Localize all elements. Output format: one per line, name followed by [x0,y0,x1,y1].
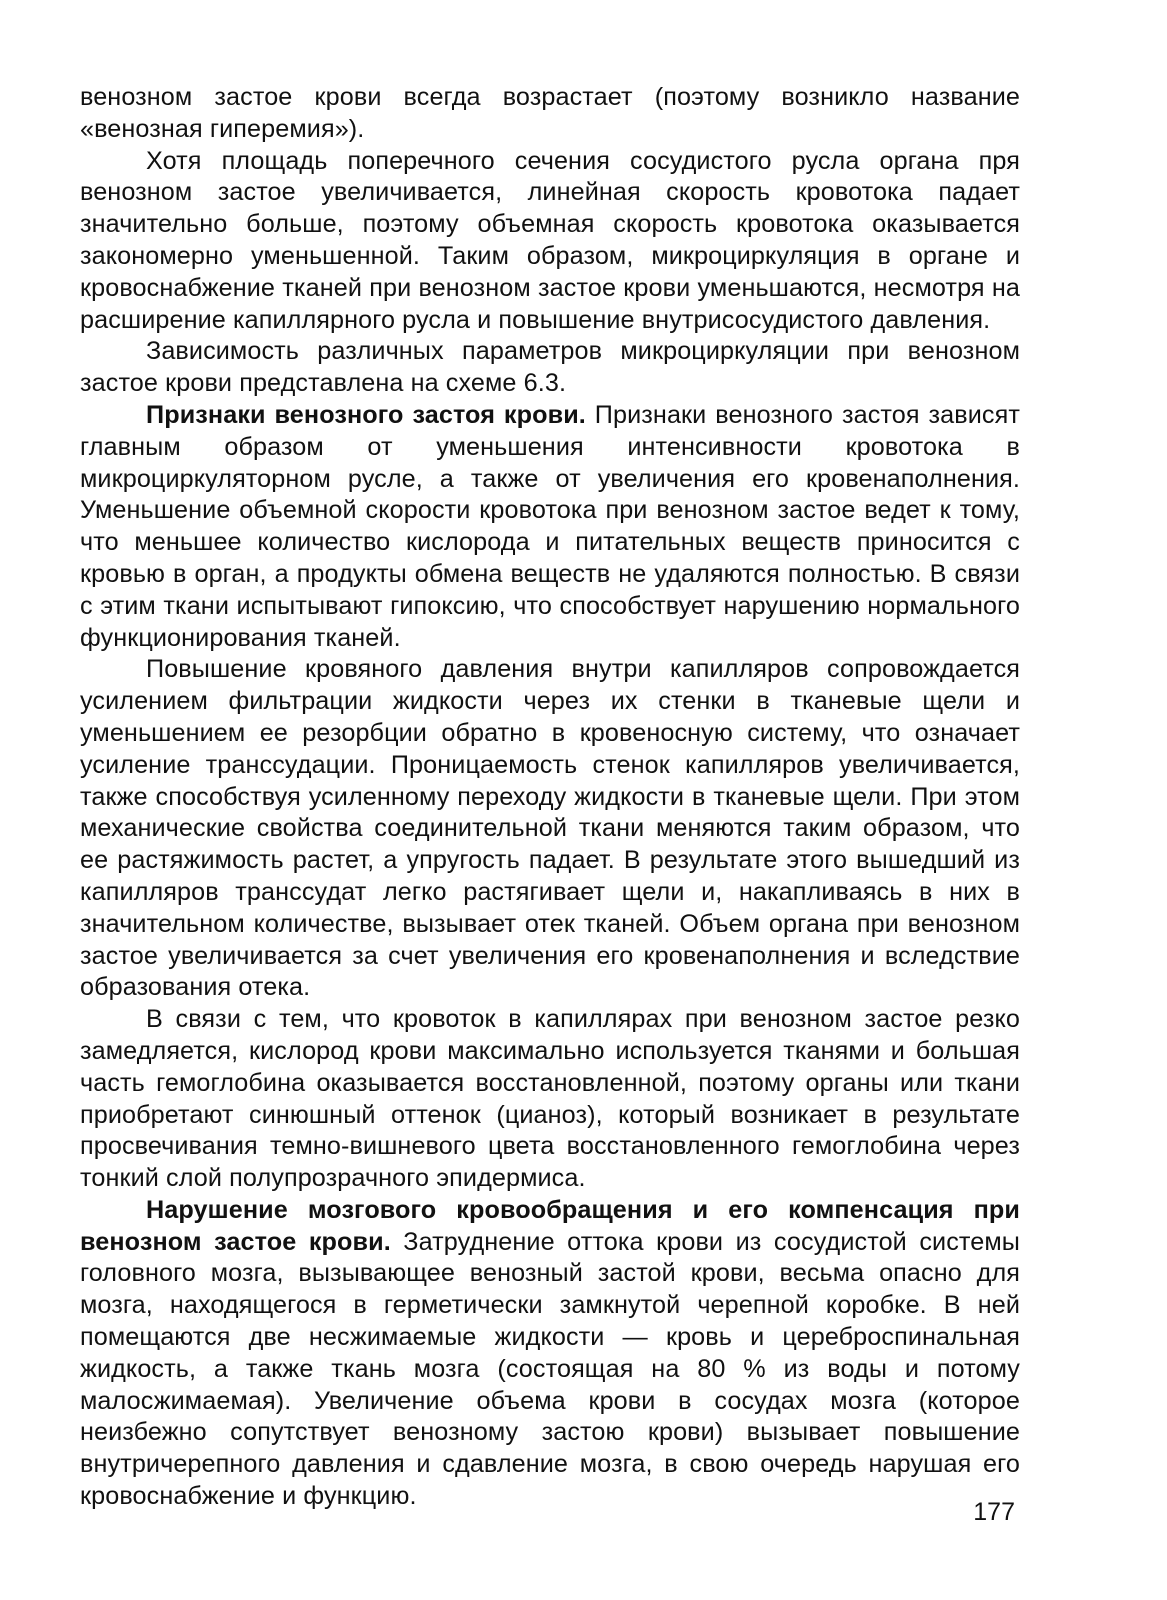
paragraph-text: Повышение кровяного давления внутри капилляров сопровождается усилением фильтрации жидкости через их стенки в тканевые щели и уменьшением ее резорбции обратно в кровеносную систему, что означает усиление транссудации. Проницаемость стенок капилляров увеличивается, также способствуя усиленному переходу жидкости в тканевые щели. При этом механические свойства соединительной ткани меняются таким образом, что ее растяжимость растет, а упругость падает. В результате этого вышедший из капилляров транссудат легко растягивает щели и, накапливаясь в них в значительном количестве, вызывает отек тканей. Объем органа при венозном застое увеличивается за счет увеличения его кровенаполнения и вследствие образования отека. [80,655,1020,1002]
body-text [80,82,1020,1513]
page-number: 177 [973,1498,1015,1526]
paragraph-text: В связи с тем, что кровоток в капиллярах при венозном застое резко замедляется, кислород крови максимально используется тканями и большая часть гемоглобина оказывается восстановленной, поэтому органы или ткани приобретают синюшный оттенок (цианоз), который возникает в результате просвечивания темно-вишневого цвета восстановленного гемоглобина через тонкий слой полупрозрачного эпидермиса. [80,1005,1020,1193]
paragraph-5 [80,654,1020,1004]
section-heading-venous-stasis-signs: Признаки венозного застоя крови. [146,400,586,429]
paragraph-text: Признаки венозного застоя зависят главным образом от уменьшения интенсивности кровотока в микроциркуляторном русле, а также от увеличения его кровенаполнения. Уменьшение объемной скорости кровотока при венозном застое ведет к тому, что меньшее количество кислорода и питательных веществ приносится с кровью в орган, а продукты обмена веществ не удаляются полностью. В связи с этим ткани испытывают гипоксию, что способствует нарушению нормального функционирования тканей. [80,400,1020,652]
paragraph-text: венозном застое крови всегда возрастает (поэтому возникло название «венозная гиперемия»). [80,83,1020,143]
paragraph-text: Хотя площадь поперечного сечения сосудистого русла органа пря венозном застое увеличивается, линейная скорость кровотока падает значительно больше, поэтому объемная скорость кровотока оказывается закономерно уменьшенной. Таким образом, микроциркуляция в органе и кровоснабжение тканей при венозном застое крови уменьшаются, несмотря на расширение капиллярного русла и повышение внутрисосудистого давления. [80,146,1020,334]
paragraph-2 [80,146,1020,337]
paragraph-3 [80,336,1020,400]
paragraph-4 [80,400,1020,654]
paragraph-7 [80,1195,1020,1513]
paragraph-text: Затруднение оттока крови из сосудистой системы головного мозга, вызывающее венозный застой крови, весьма опасно для мозга, находящегося в герметически замкнутой черепной коробке. В ней помещаются две несжимаемые жидкости — кровь и цереброспинальная жидкость, а также ткань мозга (состоящая на 80 % из воды и потому малосжимаемая). Увеличение объема крови в сосудах мозга (которое неизбежно сопутствует венозному застою крови) вызывает повышение внутричерепного давления и сдавление мозга, в свою очередь нарушая его кровоснабжение и функцию. [80,1227,1020,1511]
paragraph-1 [80,82,1020,146]
section-heading-cerebral-circulation: Нарушение мозгового кровообращения и его компенсация при венозном застое крови. [80,1195,1020,1256]
paragraph-6 [80,1004,1020,1195]
paragraph-text: Зависимость различных параметров микроциркуляции при венозном застое крови представлена на схеме 6.3. [80,337,1020,398]
